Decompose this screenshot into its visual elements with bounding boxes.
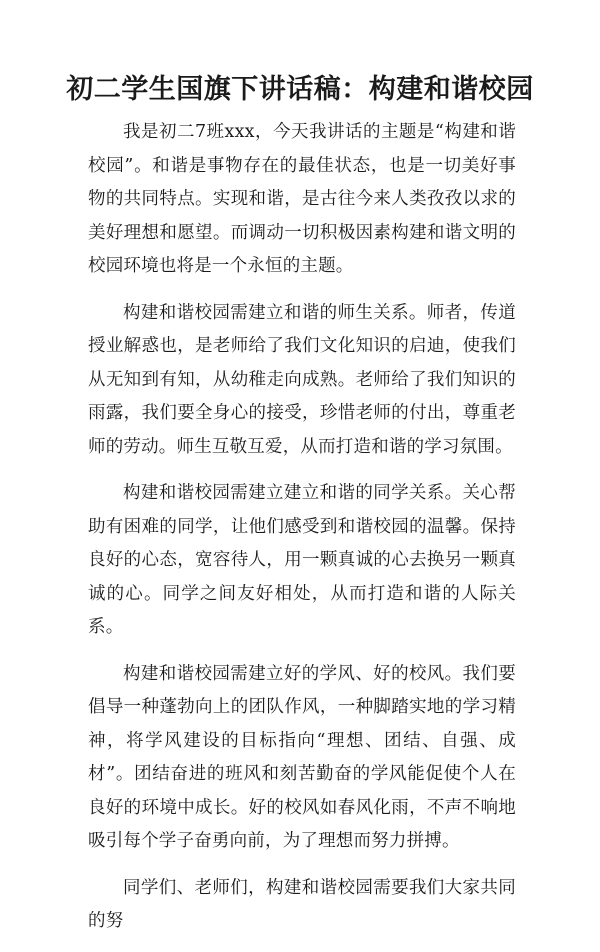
paragraph-2: 构建和谐校园需建立和谐的师生关系。师者，传道授业解惑也，是老师给了我们文化知识的启迪，使我们从无知到有知，从幼稚走向成熟。老师给了我们知识的雨露，我们要全身心的接受，珍惜老师的付出，尊重老师的劳动。师生互敬互爱，从而打造和谐的学习氛围。: [88, 302, 516, 457]
paragraph-4: 构建和谐校园需建立好的学风、好的校风。我们要倡导一种蓬勃向上的团队作风，一种脚踏实地的学习精神，将学风建设的目标指向“理想、团结、自强、成材”。团结奋进的班风和刻苦勤奋的学风能促使个人在良好的环境中成长。好的校风如春风化雨，不声不响地吸引每个学子奋勇向前，为了理想而努力拼搏。: [88, 663, 516, 851]
paragraph-5: 同学们、老师们，构建和谐校园需要我们大家共同的努: [88, 877, 516, 931]
paragraph-3: 构建和谐校园需建立建立和谐的同学关系。关心帮助有困难的同学，让他们感受到和谐校园的温馨。保持良好的心态，宽容待人，用一颗真诚的心去换另一颗真诚的心。同学之间友好相处，从而打造和谐的人际关系。: [88, 483, 516, 637]
document-title: 初二学生国旗下讲话稿：构建和谐校园: [66, 74, 534, 105]
document-body: [88, 116, 516, 952]
paragraph-1: 我是初二7班xxx，今天我讲话的主题是“构建和谐校园”。和谐是事物存在的最佳状态，也是一切美好事物的共同特点。实现和谐，是古往今来人类孜孜以求的美好理想和愿望。而调动一切积极因素构建和谐文明的校园环境也将是一个永恒的主题。: [88, 122, 516, 276]
